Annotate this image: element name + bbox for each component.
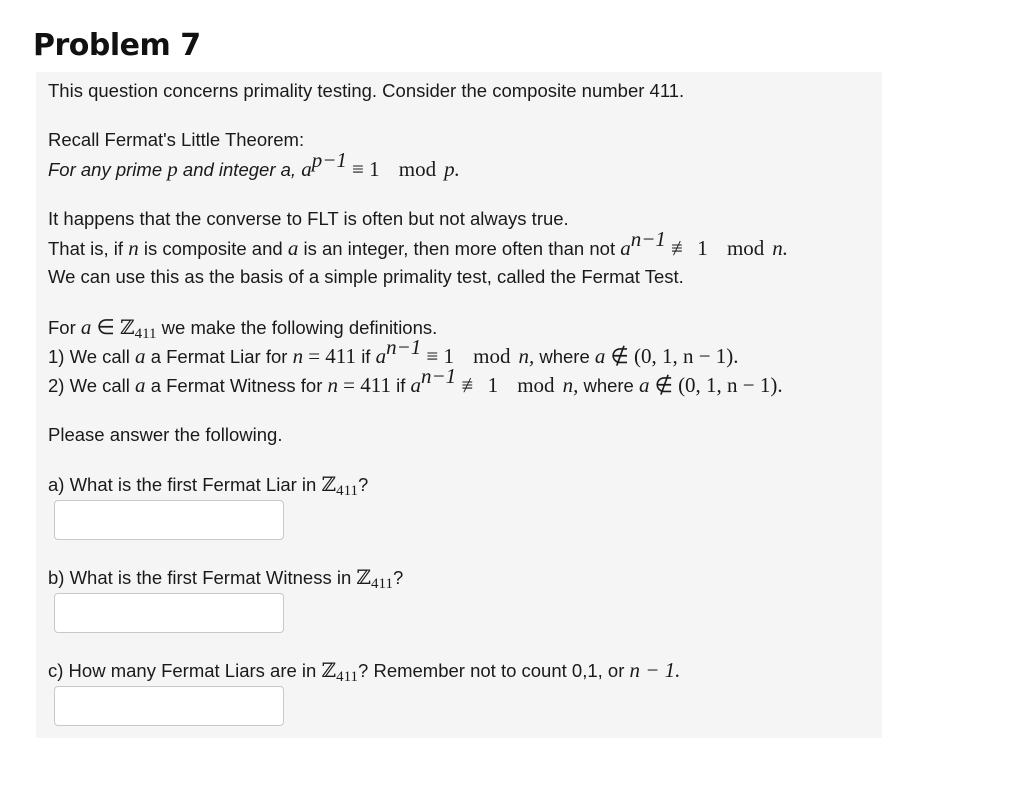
- d1-notin: ∉: [610, 344, 629, 368]
- converse-line2-a: That is, if: [48, 238, 124, 259]
- intro-text: This question concerns primality testing. Consider the composite number 411.: [48, 80, 685, 101]
- converse-mod: mod: [726, 236, 765, 260]
- answer-b-input[interactable]: [54, 593, 284, 633]
- qb-text: b) What is the first Fermat Witness in: [48, 567, 352, 588]
- converse-line2-c: is an integer, then more often than not: [303, 238, 616, 259]
- d1-b: a Fermat Liar for: [150, 346, 288, 367]
- answer-a-input[interactable]: [54, 500, 284, 540]
- d2-eq: = 411: [343, 373, 391, 397]
- d1-var-a: a: [135, 344, 146, 368]
- d1-eq: = 411: [308, 344, 357, 368]
- defs-for: For: [48, 317, 76, 338]
- flt-a: a: [301, 157, 312, 181]
- converse-n: n: [128, 236, 139, 260]
- qa-z: ℤ: [321, 472, 337, 496]
- defs-intro-b: we make the following definitions.: [161, 317, 438, 338]
- converse-a: a: [287, 236, 299, 260]
- defs-in: ∈: [96, 315, 115, 339]
- recall-text: Recall Fermat's Little Theorem:: [48, 129, 305, 150]
- qc-sub: 411: [336, 669, 359, 685]
- d1-a: 1) We call: [48, 346, 130, 367]
- converse-line2-b: is composite and: [143, 238, 283, 259]
- d2-b: a Fermat Witness for: [150, 375, 323, 396]
- d1-if: if: [361, 346, 371, 367]
- flt-congr: ≡ 1: [352, 157, 380, 181]
- converse-line3: We can use this as the basis of a simple primality test, called the Fermat Test.: [48, 266, 684, 287]
- d2-mod: mod: [517, 373, 555, 397]
- converse-a2: a: [620, 236, 631, 260]
- flt-p: p: [167, 157, 178, 181]
- d2-ncongr: ≢ 1: [461, 373, 499, 397]
- d2-notin: ∉: [654, 373, 673, 397]
- defs-intro: [48, 315, 438, 342]
- definition-witness: [48, 364, 783, 397]
- page-title: Problem 7: [33, 28, 201, 63]
- d2-var-a: a: [135, 373, 146, 397]
- qc-math: n − 1.: [629, 658, 681, 682]
- qc-z: ℤ: [321, 658, 337, 682]
- d2-modvar: n,: [562, 373, 579, 397]
- converse-line1: It happens that the converse to FLT is often but not always true.: [48, 208, 569, 229]
- question-panel: [36, 72, 882, 738]
- flt-and-int: and integer a,: [182, 159, 297, 180]
- question-c: [48, 658, 681, 685]
- qb-end: ?: [392, 567, 404, 588]
- answer-c-input[interactable]: [54, 686, 284, 726]
- qa-sub: 411: [336, 483, 359, 499]
- flt-statement: [48, 148, 460, 181]
- question-b: [48, 565, 404, 592]
- qb-sub: 411: [371, 576, 393, 592]
- d1-mod: mod: [473, 344, 511, 368]
- defs-z: ℤ: [119, 315, 135, 339]
- qc-text: c) How many Fermat Liars are in: [48, 660, 317, 681]
- d2-a2: a: [410, 373, 422, 397]
- converse-line2: [48, 227, 789, 260]
- d2-if: if: [396, 375, 406, 396]
- d1-exp: n−1: [386, 335, 422, 359]
- qa-end: ?: [358, 474, 369, 495]
- d1-where: where: [539, 346, 590, 367]
- converse-modvar: n.: [772, 236, 789, 260]
- d1-n: n: [292, 344, 304, 368]
- d1-set: (0, 1, n − 1).: [633, 344, 739, 368]
- converse-exp: n−1: [630, 227, 666, 251]
- d2-exp: n−1: [421, 364, 457, 388]
- d1-a3: a: [594, 344, 606, 368]
- d1-congr: ≡ 1: [426, 344, 454, 368]
- question-a: [48, 472, 369, 499]
- defs-a: a: [80, 315, 92, 339]
- flt-prefix: For any prime: [48, 159, 163, 180]
- definition-liar: [48, 335, 739, 368]
- qa-text: a) What is the first Fermat Liar in: [48, 474, 317, 495]
- flt-modvar: p.: [444, 157, 460, 181]
- flt-mod: mod: [398, 157, 437, 181]
- d1-a2: a: [375, 344, 387, 368]
- d2-a: 2) We call: [48, 375, 130, 396]
- flt-exp: p−1: [311, 148, 347, 172]
- d2-a3: a: [638, 373, 650, 397]
- qc-end: ? Remember not to count 0,1, or: [358, 660, 625, 681]
- defs-sub: 411: [134, 326, 157, 342]
- d1-modvar: n,: [518, 344, 535, 368]
- d2-set: (0, 1, n − 1).: [678, 373, 783, 397]
- d2-where: where: [583, 375, 634, 396]
- converse-ncongr: ≢ 1: [671, 236, 708, 260]
- qb-z: ℤ: [356, 565, 372, 589]
- please-text: Please answer the following.: [48, 424, 283, 445]
- d2-n: n: [327, 373, 339, 397]
